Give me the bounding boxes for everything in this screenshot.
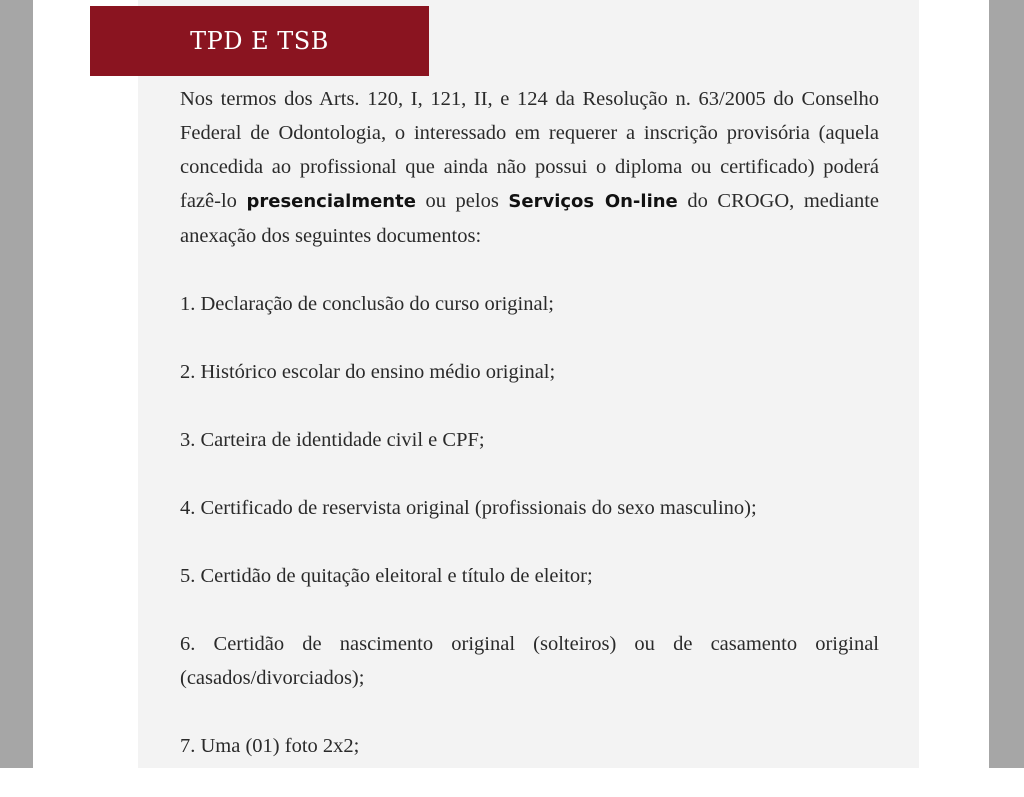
- intro-text-middle: ou pelos: [415, 190, 509, 212]
- intro-bold-presencialmente: presencialmente: [246, 191, 416, 212]
- intro-bold-servicos-online: Serviços On-line: [508, 191, 678, 212]
- document-item-6: 6. Certidão de nascimento original (solteiros) ou de casamento original (casados/divorciados);: [180, 633, 879, 689]
- section-title: TPD E TSB: [190, 27, 329, 55]
- content-body: [180, 82, 879, 797]
- document-item-7: 7. Uma (01) foto 2x2;: [180, 735, 360, 757]
- section-title-tab: [90, 6, 429, 76]
- document-item-5: 5. Certidão de quitação eleitoral e título de eleitor;: [180, 565, 593, 587]
- right-gutter: [989, 0, 1024, 768]
- document-item-4: 4. Certificado de reservista original (profissionais do sexo masculino);: [180, 497, 757, 519]
- intro-text-end: do CROGO, mediante anexação dos seguintes documentos:: [180, 190, 879, 247]
- intro-text-start: Nos termos dos Arts. 120, I, 121, II, e 124 da Resolução n. 63/2005 do Conselho Federal de Odontologia, o interessado em requerer a inscrição provisória (aquela concedida ao profissional que ainda não possui o diploma ou certificado) poderá fazê-lo: [180, 88, 879, 212]
- document-item-1: 1. Declaração de conclusão do curso original;: [180, 293, 554, 315]
- left-gutter: [0, 0, 33, 768]
- intro-paragraph: [180, 82, 879, 253]
- document-item-3: 3. Carteira de identidade civil e CPF;: [180, 429, 485, 451]
- document-item-2: 2. Histórico escolar do ensino médio original;: [180, 361, 556, 383]
